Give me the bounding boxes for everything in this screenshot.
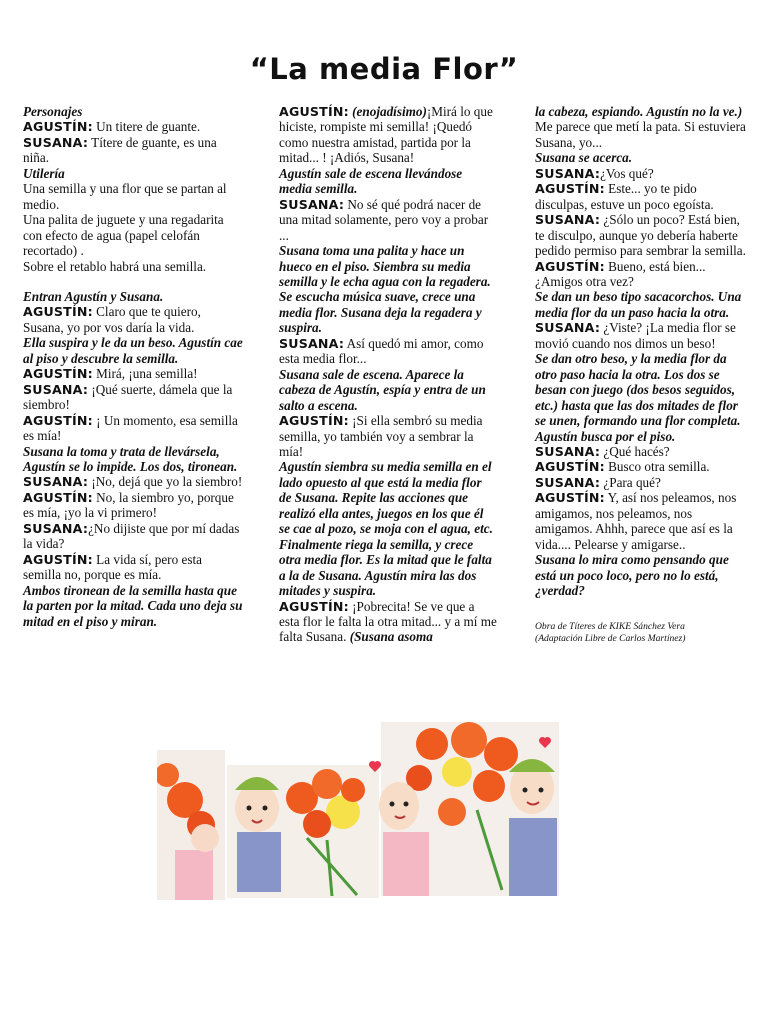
dialogue-text: ¿Sólo un poco? Está bien, te disculpo, aunque yo debería haberte pedido permiso para sembrar la semilla. <box>535 212 746 259</box>
dialogue-line <box>23 366 243 381</box>
dialogue-text: ¿Qué hacés? <box>600 443 670 459</box>
stage-direction: Agustín sale de escena llevándose media semilla. <box>279 165 463 197</box>
dialogue-text: Un titere de guante. <box>92 119 201 135</box>
dialogue-line <box>23 119 243 134</box>
dialogue-line <box>23 490 243 521</box>
speaker-name: SUSANA: <box>535 212 601 228</box>
dialogue-line <box>23 521 243 552</box>
speaker-name: AGUSTÍN: <box>279 104 349 119</box>
dialogue-text: ¡Qué suerte, dámela que la siembro! <box>23 381 233 413</box>
speaker-name: AGUSTÍN: <box>279 413 349 429</box>
puppets-photo <box>157 720 559 902</box>
speaker-name: AGUSTÍN: <box>535 258 605 274</box>
speaker-name: SUSANA: <box>23 134 89 150</box>
dialogue-line <box>23 552 243 583</box>
stage-direction: Ambos tironean de la semilla hasta que la parten por la mitad. Cada uno deja su mitad en el piso y miran. <box>23 582 243 629</box>
stage-direction: la cabeza, espiando. Agustín no la ve.) <box>535 104 743 119</box>
dialogue-line <box>23 304 243 335</box>
dialogue-text: ¿Vos qué? <box>600 165 654 181</box>
column-1 <box>23 104 243 629</box>
dialogue-line <box>535 475 750 490</box>
stage-direction: Se dan un beso tipo sacacorchos. Una media flor da un paso hacia la otra. <box>535 289 742 320</box>
dialogue-line <box>23 382 243 413</box>
dialogue-text: ¡Pobrecita! Se ve que a esta flor le falta la otra mitad... y a mí me falta Susana. <box>279 598 497 645</box>
stage-direction: Personajes <box>23 104 83 119</box>
stage-direction: Susana se acerca. <box>535 150 633 166</box>
credit-line-2: (Adaptación Libre de Carlos Martínez) <box>535 632 686 644</box>
speaker-name: AGUSTÍN: <box>23 412 93 428</box>
dialogue-line: Una palita de juguete y una regadarita con efecto de agua (papel celofán recortado) . <box>23 212 224 259</box>
speaker-name: AGUSTÍN: <box>535 459 605 475</box>
dialogue-text: Mirá, ¡una semilla! <box>92 366 198 382</box>
dialogue-line: Sobre el retablo habrá una semilla. <box>23 258 207 274</box>
dialogue-line <box>279 104 497 166</box>
dialogue-line <box>535 320 750 351</box>
speaker-name: SUSANA: <box>535 165 601 181</box>
dialogue-line <box>535 490 750 552</box>
dialogue-text: Títere de guante, es una niña. <box>23 134 217 166</box>
dialogue-text: No, la siembro yo, porque es mía, ¡yo la vi primero! <box>23 489 234 521</box>
dialogue-text: Claro que te quiero, Susana, yo por vos daría la vida. <box>23 304 201 335</box>
stage-direction: Utilería <box>23 165 65 181</box>
dialogue-line <box>535 212 750 258</box>
column-2 <box>279 104 497 645</box>
dialogue-text: La vida sí, pero esta semilla no, porque es mía. <box>23 551 202 583</box>
speaker-name: AGUSTÍN: <box>23 489 93 505</box>
stage-direction: Entran Agustín y Susana. <box>23 288 164 304</box>
stage-direction: Susana toma una palita y hace un hueco en el piso. Siembra su media semilla y le echa agua con la regadera. Se escucha música suave, crece una media flor. Susana deja la regadera y suspira. <box>279 243 491 336</box>
dialogue-text: ¡ Un momento, esa semilla es mía! <box>23 412 238 444</box>
dialogue-line <box>279 413 497 459</box>
stage-direction: (Susana asoma <box>349 629 433 645</box>
dialogue-text: ¡No, dejá que yo la siembro! <box>88 474 243 490</box>
dialogue-line <box>535 166 750 181</box>
speaker-name: SUSANA: <box>279 196 345 212</box>
speaker-name: AGUSTÍN: <box>23 304 93 320</box>
dialogue-text: No sé qué podrá nacer de una mitad solamente, pero voy a probar ... <box>279 196 489 243</box>
dialogue-line <box>535 444 750 459</box>
stage-direction: (enojadísimo) <box>348 104 427 119</box>
dialogue-text: Busco otra semilla. <box>604 459 710 475</box>
dialogue-line <box>279 197 497 243</box>
dialogue-text: ¿No dijiste que por mí dadas la vida? <box>23 520 240 552</box>
credit-line-1: Obra de Títeres de KIKE Sánchez Vera <box>535 620 685 632</box>
column-3 <box>535 104 750 645</box>
dialogue-line <box>23 413 243 444</box>
spacer <box>23 274 243 289</box>
stage-direction: Agustín siembra su media semilla en el lado opuesto al que está la media flor de Susana. Repite las acciones que realizó ella antes, juegos en los que él se cae al pozo, se moja con el agua, etc. Finalmente riega la semilla, y crece otra media flor. Es la mitad que le falta a la de Susana. Agustín mira las dos mitades y suspira. <box>279 459 493 599</box>
dialogue-line <box>535 259 750 290</box>
dialogue-text: Bueno, está bien... ¿Amigos otra vez? <box>535 258 706 289</box>
speaker-name: AGUSTÍN: <box>279 598 349 614</box>
speaker-name: SUSANA: <box>23 381 89 397</box>
page-title: “La media Flor” <box>249 52 519 86</box>
dialogue-text: Y, así nos peleamos, nos amigamos, nos peleamos, nos amigamos. Ahhh, parece que así es la vida.... Pelearse y amigarse.. <box>535 490 737 552</box>
speaker-name: SUSANA: <box>23 520 89 536</box>
speaker-name: AGUSTÍN: <box>535 490 605 506</box>
dialogue-line <box>535 104 750 150</box>
dialogue-line <box>535 181 750 212</box>
dialogue-text: Me parece que metí la pata. Si estuviera Susana, yo... <box>535 119 746 150</box>
dialogue-line <box>23 474 243 489</box>
speaker-name: SUSANA: <box>23 474 89 490</box>
speaker-name: AGUSTÍN: <box>23 366 93 382</box>
dialogue-line <box>23 135 243 166</box>
speaker-name: AGUSTÍN: <box>23 551 93 567</box>
speaker-name: AGUSTÍN: <box>23 119 93 135</box>
speaker-name: SUSANA: <box>279 335 345 351</box>
dialogue-text: ¿Para qué? <box>600 474 661 490</box>
dialogue-line <box>279 336 497 367</box>
dialogue-line <box>279 599 497 645</box>
dialogue-text: ¡Si ella sembró su media semilla, yo también voy a sembrar la mía! <box>279 413 483 459</box>
stage-direction: Susana la toma y trata de llevársela, Agustín se lo impide. Los dos, tironean. <box>23 443 238 474</box>
speaker-name: SUSANA: <box>535 320 601 336</box>
stage-direction: Ella suspira y le da un beso. Agustín cae al piso y descubre la semilla. <box>23 335 243 366</box>
stage-direction: Se dan otro beso, y la media flor da otro paso hacia la otra. Los dos se besan con juego (dos besos seguidos, etc.) hasta que las dos mitades de flor se unen, formando una flor completa. <box>535 351 741 429</box>
dialogue-text: ¿Viste? ¡La media flor se movió cuando nos dimos un beso! <box>535 320 736 351</box>
speaker-name: SUSANA: <box>535 474 601 490</box>
dialogue-line <box>535 459 750 474</box>
stage-direction: Agustín busca por el piso. <box>535 428 676 444</box>
speaker-name: AGUSTÍN: <box>535 181 605 197</box>
dialogue-text: Así quedó mi amor, como esta media flor... <box>279 335 484 367</box>
dialogue-text: ¡Mirá lo que hiciste, rompiste mi semilla! ¡Quedó como nuestra amistad, partida por la mitad... ! ¡Adiós, Susana! <box>279 104 493 166</box>
speaker-name: SUSANA: <box>535 443 601 459</box>
dialogue-line: Una semilla y una flor que se partan al medio. <box>23 181 227 212</box>
stage-direction: Susana lo mira como pensando que está un poco loco, pero no lo está, ¿verdad? <box>535 552 729 599</box>
stage-direction: Susana sale de escena. Aparece la cabeza de Agustín, espía y entra de un salto a escena. <box>279 366 486 413</box>
dialogue-text: Este... yo te pido disculpas, estuve un poco egoísta. <box>535 181 714 212</box>
credit <box>535 621 750 645</box>
